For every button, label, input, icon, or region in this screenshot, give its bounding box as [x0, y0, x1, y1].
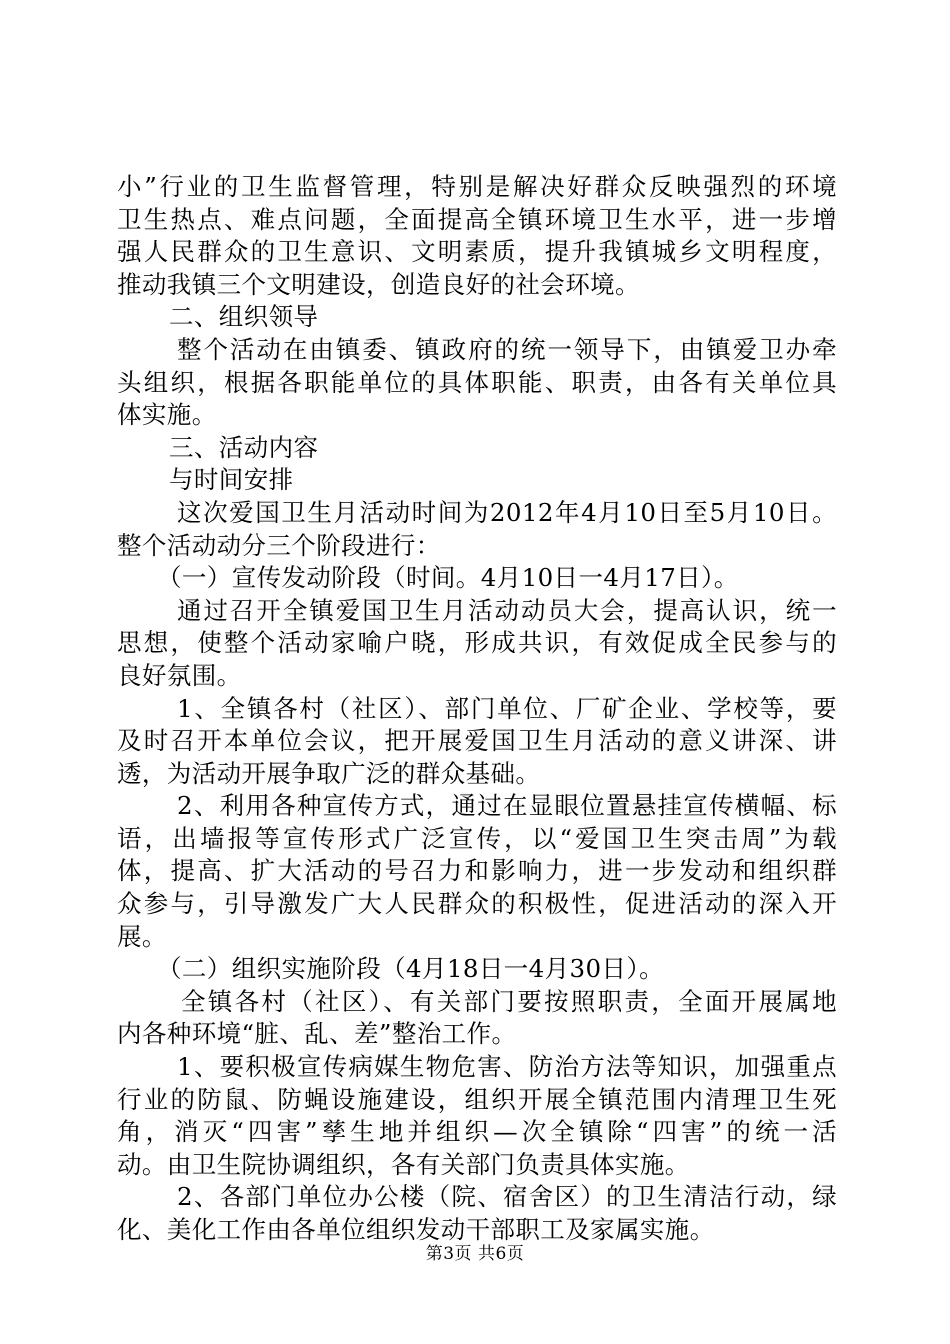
page-number-footer: 第3页 共6页 — [425, 1244, 525, 1264]
paragraph-line: 通过召开全镇爱国卫生月活动动员大会，提高认识，统一 — [177, 595, 837, 625]
subsection-heading: （二）组织实施阶段（4月18日一4月30日）。 — [157, 954, 664, 984]
paragraph-line: 整个活动在由镇委、镇政府的统一领导下，由镇爱卫办牵 — [177, 334, 837, 364]
paragraph-line: 体实施。 — [117, 400, 217, 430]
paragraph-line: 1、要积极宣传病媒生物危害、防治方法等知识，加强重点 — [177, 1052, 837, 1082]
paragraph-line: 化、美化工作由各单位组织发动干部职工及家属实施。 — [117, 1215, 715, 1244]
paragraph-line: 行业的防鼠、防蝇设施建设，组织开展全镇范围内清理卫生死 — [117, 1084, 837, 1114]
paragraph-line: 2、利用各种宣传方式，通过在显眼位置悬挂宣传横幅、标 — [177, 791, 837, 821]
paragraph-line: 小”行业的卫生监督管理，特别是解决好群众反映强烈的环境 — [117, 172, 837, 201]
paragraph-line: 语，出墙报等宣传形式广泛宣传，以“爱国卫生突击周”为载 — [117, 823, 837, 853]
paragraph-line: 展。 — [117, 921, 167, 951]
paragraph-line: 卫生热点、难点问题，全面提高全镇环境卫生水平，进一步增 — [117, 204, 837, 234]
paragraph-line: 良好氛围。 — [117, 660, 242, 690]
paragraph-line: 头组织，根据各职能单位的具体职能、职责，由各有关单位具 — [117, 367, 837, 397]
paragraph-line: 全镇各村（社区）、有关部门要按照职责，全面开展属地 — [181, 986, 837, 1016]
paragraph-line: 推动我镇三个文明建设，创造良好的社会环境。 — [117, 269, 640, 299]
paragraph-line: 思想，使整个活动家喻户晓，形成共识，有效促成全民参与的 — [117, 628, 837, 658]
paragraph-line: 动。由卫生院协调组织，各有关部门负责具体实施。 — [117, 1149, 690, 1179]
paragraph-line: 2、各部门单位办公楼（院、宿舍区）的卫生清洁行动，绿 — [177, 1182, 837, 1212]
paragraph-line: 体，提高、扩大活动的号召力和影响力，进一步发动和组织群 — [117, 856, 837, 886]
document-body — [117, 171, 837, 1247]
paragraph-line: 角，消灭“四害”孳生地并组织—次全镇除“四害”的统一活 — [117, 1117, 837, 1147]
paragraph-line: 强人民群众的卫生意识、文明素质，提升我镇城乡文明程度， — [117, 237, 837, 267]
section-heading: 二、组织领导 — [169, 302, 319, 332]
paragraph-line: 1、全镇各村（社区）、部门单位、厂矿企业、学校等，要 — [177, 693, 837, 723]
paragraph-line: 内各种环境“脏、乱、差”整治工作。 — [117, 1019, 517, 1049]
section-heading: 三、活动内容 — [169, 432, 319, 462]
paragraph-line: 这次爱国卫生月活动时间为2012年4月10日至5月10日。 — [177, 497, 837, 527]
paragraph-line: 及时召开本单位会议，把开展爱国卫生月活动的意义讲深、讲 — [117, 726, 837, 756]
subsection-heading: （一）宣传发动阶段（时间。4月10日一4月17日）。 — [157, 563, 739, 593]
section-heading: 与时间安排 — [169, 465, 294, 495]
paragraph-line: 众参与，引导激发广大人民群众的积极性，促进活动的深入开 — [117, 889, 837, 919]
paragraph-line: 整个活动动分三个阶段进行： — [117, 530, 441, 560]
paragraph-line: 透，为活动开展争取广泛的群众基础。 — [117, 758, 541, 788]
